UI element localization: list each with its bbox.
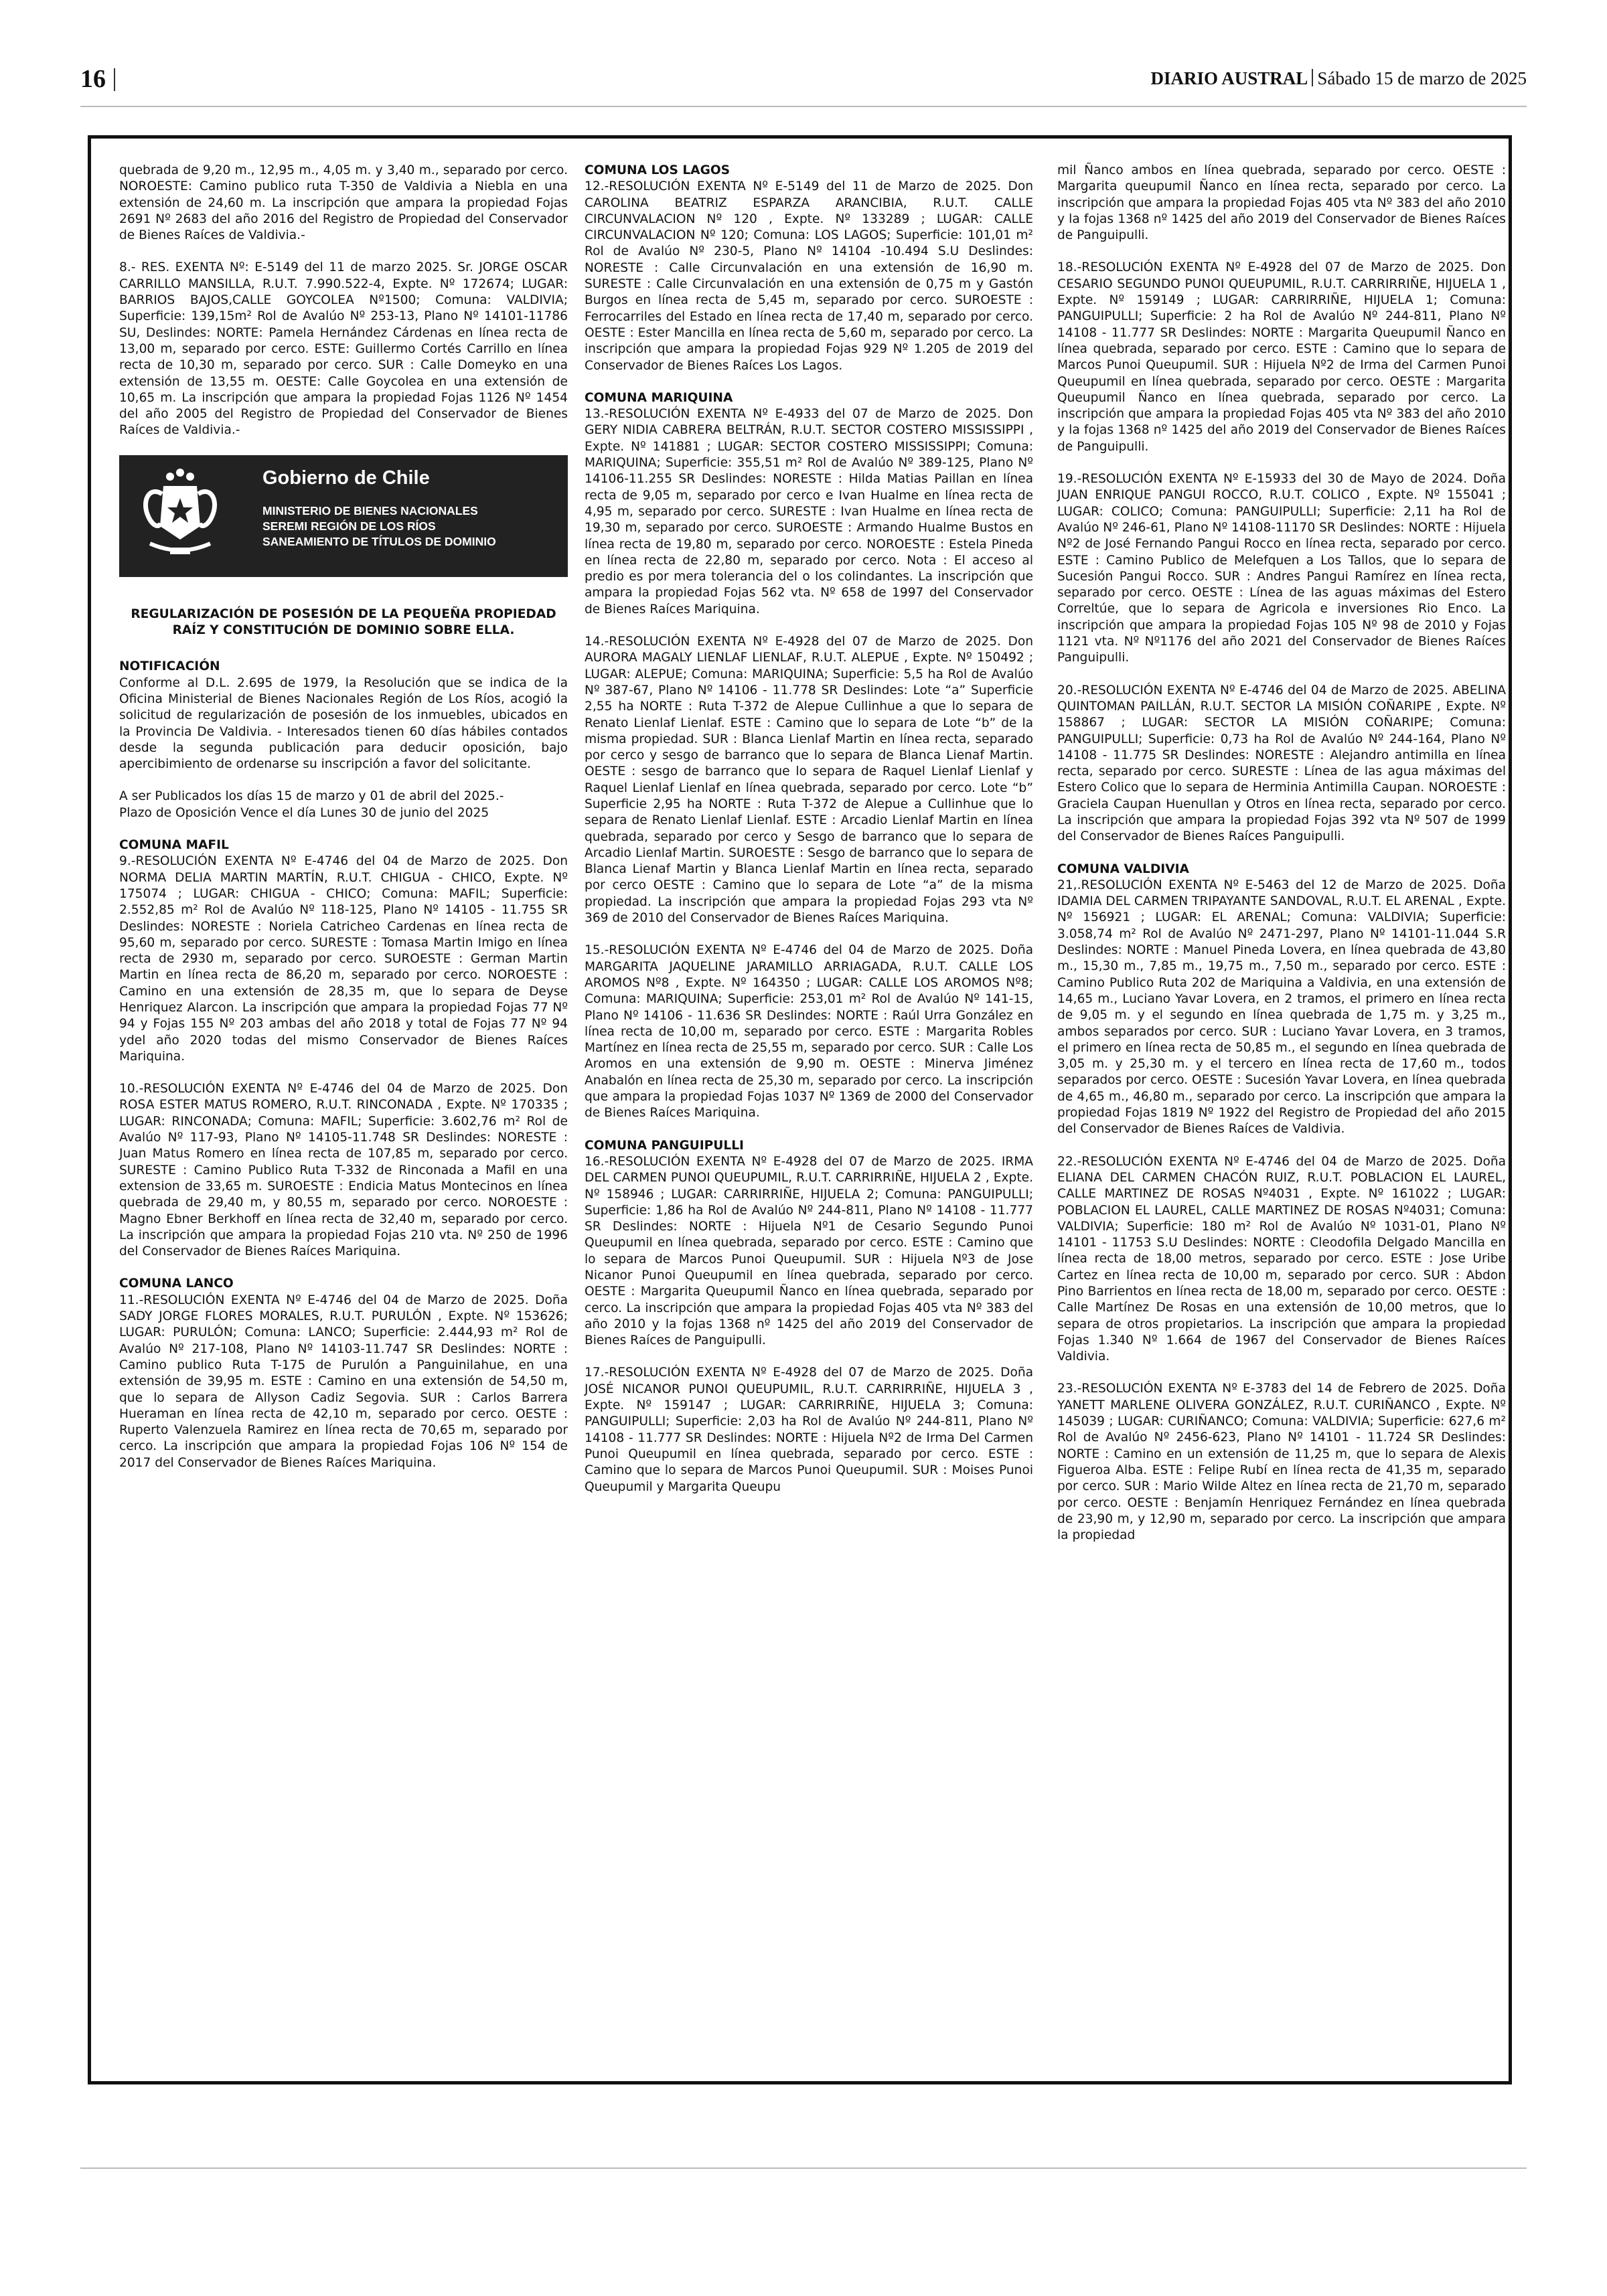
column-2 [585,163,1033,1511]
notification-heading: NOTIFICACIÓN [119,659,220,674]
notice-frame [88,135,1512,2084]
regularization-title: REGULARIZACIÓN DE POSESIÓN DE LA PEQUEÑA PROPIEDAD RAÍZ Y CONSTITUCIÓN DE DOMINIO SOBRE ELLA. [131,606,556,638]
section-heading-los-lagos: COMUNA LOS LAGOS [585,163,731,177]
notice-7-continued: quebrada de 9,20 m., 12,95 m., 4,05 m. y 3,40 m., separado por cerco. NOROESTE: Camino publico ruta T-350 de Valdivia a Niebla en una extensión de 24,60 m. La inscripción que ampara la propiedad Fojas 2691 Nº 2683 del año 2016 del Registro de Propiedad del Conservador de Bienes Raíces de Valdivia.- [119,163,568,243]
notice-16: 16.-RESOLUCIÓN EXENTA Nº E-4928 del 07 de Marzo de 2025. IRMA DEL CARMEN PUNOI QUEUPUMIL, R.U.T. CARRIRRIÑE, HIJUELA 2 , Expte. Nº 158946 ; LUGAR: CARRIRRIÑE, HIJUELA 2; Comuna: PANGUIPULLI; Superficie: 1,86 ha Rol de Avalúo Nº 244-811, Plano Nº 14108 - 11.777 SR Deslindes: NORTE : Hijuela Nº1 de Cesario Segundo Punoi Queupumil en línea quebrada, separado por cerco. ESTE : Camino que lo separa de Marcos Punoi Queupumil. SUR : Hijuela Nº3 de Jose Nicanor Punoi Queupumil en línea quebrada, separado por cerco. OESTE : Margarita Queupumil Ñanco en línea quebrada, separado por cerco. La inscripción que ampara la propiedad Fojas 405 vta Nº 383 del año 2010 y la fojas 1368 nº 1425 del año 2019 del Conservador de Bienes Raíces de Panguipulli. [585,1154,1033,1348]
notice-8: 8.- RES. EXENTA Nº: E-5149 del 11 de marzo 2025. Sr. JORGE OSCAR CARRILLO MANSILLA, R.U.T. 7.990.522-4, Expte. Nº 172674; LUGAR: BARRIOS BAJOS,CALLE GOYCOLEA Nº1500; Comuna: VALDIVIA; Superficie: 139,15m² Rol de Avalúo Nº 253-13, Plano Nº 14101-11786 SU, Deslindes: NORTE: Pamela Hernández Cárdenas en línea recta de 13,00 m, separado por cerco. ESTE: Guillermo Cortés Carrillo en línea recta de 10,30 m, separado por cerco. SUR : Calle Domeyko en una extensión de 13,55 m. OESTE: Calle Goycolea en una extensión de 10,65 m. La inscripción que ampara la propiedad Fojas 1126 Nº 1454 del año 2005 del Registro de Propiedad del Conservador de Bienes Raíces de Valdivia.- [119,260,568,438]
notice-14: 14.-RESOLUCIÓN EXENTA Nº E-4928 del 07 de Marzo de 2025. Don AURORA MAGALY LIENLAF LIENLAF, R.U.T. ALEPUE , Expte. Nº 150492 ; LUGAR: ALEPUE; Comuna: MARIQUINA; Superficie: 5,5 ha Rol de Avalúo Nº 387-67, Plano Nº 14106 - 11.778 SR Deslindes: Lote “a” Superficie 2,55 ha NORTE : Ruta T-372 de Alepue Cullinhue a que lo separa de Renato Lienlaf Lienlaf. ESTE : Camino que lo separa de Lote “b” de la misma propiedad. SUR : Blanca Lienlaf Martin en línea recta, separado por cerco y sesgo de barranco que lo separa de Blanca Lienaf Martin. OESTE : sesgo de barranco que lo separa de Raquel Lienlaf Lienlaf y Raquel Lienlaf Lienlaf en línea quebrada, separado por cerco. Lote “b” Superficie 2,95 ha NORTE : Ruta T-372 de Alepue a Cullinhue que lo separa de Renato Lienlaf Lienlaf. ESTE : Arcadio Lienlaf Martin en línea quebrada, separado por cerco y Sesgo de barranco que lo separa de Arcadio Lienlaf Martin. SUROESTE : Sesgo de barranco que lo separa de Blanca Lienaf Martin y Blanca Lienlaf Martin en línea recta, separado por cerco OESTE : Camino que lo separa de Lote “a” de la misma propiedad. La inscripción que ampara la propiedad Fojas 293 vta Nº 369 de 2010 del Conservador de Bienes Raíces Mariquina. [585,635,1033,926]
column-1 [119,163,568,1487]
notice-18: 18.-RESOLUCIÓN EXENTA Nº E-4928 del 07 de Marzo de 2025. Don CESARIO SEGUNDO PUNOI QUEUPUMIL, R.U.T. CARRIRRIÑE, HIJUELA 1 , Expte. Nº 159149 ; LUGAR: CARRIRRIÑE, HIJUELA 1; Comuna: PANGUIPULLI; Superficie: 2 ha Rol de Avalúo Nº 244-811, Plano Nº 14108 - 11.777 SR Deslindes: NORTE : Margarita Queupumil Ñanco en línea quebrada, separado por cerco. ESTE : Camino que lo separa de Marcos Punoi Queupumil. SUR : Hijuela Nº2 de Irma del Carmen Punoi Queupumil en línea quebrada, separado por cerco. OESTE : Margarita Queupumil Ñanco en línea quebrada, separado por cerco. La inscripción que ampara la propiedad Fojas 405 vta Nº 383 del año 2010 y la fojas 1368 nº 1425 del año 2019 del Conservador de Bienes Raíces de Panguipulli. [1057,260,1506,454]
notice-15: 15.-RESOLUCIÓN EXENTA Nº E-4746 del 04 de Marzo de 2025. Doña MARGARITA JAQUELINE JARAMILLO ARRIAGADA, R.U.T. CALLE LOS AROMOS Nº8 , Expte. Nº 164350 ; LUGAR: CALLE LOS AROMOS Nº8; Comuna: MARIQUINA; Superficie: 253,01 m² Rol de Avalúo Nº 141-15, Plano Nº 14106 - 11.636 SR Deslindes: NORTE : Raúl Urra González en línea recta de 10,00 m, separado por cerco. ESTE : Margarita Robles Martínez en línea recta de 25,55 m, separado por cerco. SUR : Calle Los Aromos en una extensión de 9,90 m. OESTE : Minerva Jiménez Anabalón en línea recta de 25,30 m, separado por cerco. La inscripción que ampara la propiedad Fojas 1037 Nº 1369 de 2000 del Conservador de Bienes Raíces Mariquina. [585,943,1033,1121]
notice-22: 22.-RESOLUCIÓN EXENTA Nº E-4746 del 04 de Marzo de 2025. Doña ELIANA DEL CARMEN CHACÓN RUIZ, R.U.T. POBLACION EL LAUREL, CALLE MARTINEZ DE ROSAS Nº4031 , Expte. Nº 161022 ; LUGAR: POBLACION EL LAUREL, CALLE MARTINEZ DE ROSAS Nº4031; Comuna: VALDIVIA; Superficie: 180 m² Rol de Avalúo Nº 1031-01, Plano Nº 14101 - 11753 S.U Deslindes: NORTE : Cleodofila Delgado Mancilla en línea recta de 18,00 metros, separado por cerco. ESTE : Jose Uribe Cartez en línea recta de 10,00 m, separado por cerco. SUR : Abdon Pino Barrientos en línea recta de 18,00 m, separado por cerco. OESTE : Calle Martínez De Rosas en una extensión de 10,00 metros, que lo separa de otros propietarios. La inscripción que ampara la propiedad Fojas 1.340 Nº 1.664 de 1967 del Conservador de Bienes Raíces Valdivia. [1057,1154,1506,1364]
notice-12: 12.-RESOLUCIÓN EXENTA Nº E-5149 del 11 de Marzo de 2025. Don CAROLINA BEATRIZ ESPARZA ARANCIBIA, R.U.T. CALLE CIRCUNVALACION Nº 120 , Expte. Nº 133289 ; LUGAR: CALLE CIRCUNVALACION Nº 120; Comuna: LOS LAGOS; Superficie: 101,01 m² Rol de Avalúo Nº 230-5, Plano Nº 14104 -10.494 S.U Deslindes: NORESTE : Calle Circunvalación en una extensión de 16,90 m. SURESTE : Calle Circunvalación en una extensión de 0,75 m y Gastón Burgos en línea recta de 5,45 m, separado por cerco. SUROESTE : Ferrocarriles del Estado en línea recta de 17,40 m, separado por cerco. OESTE : Ester Mancilla en línea recta de 5,60 m, separado por cerco. La inscripción que ampara la propiedad Fojas 929 Nº 1.205 de 2019 del Conservador de Bienes Raíces Los Lagos. [585,179,1033,373]
page-number: 16 [80,65,106,93]
section-heading-valdivia: COMUNA VALDIVIA [1057,862,1189,876]
column-3 [1057,163,1506,1560]
newspaper-name: DIARIO AUSTRAL [1150,68,1308,88]
footer-rule [80,2167,1527,2169]
section-heading-panguipulli: COMUNA PANGUIPULLI [585,1138,744,1153]
opposition-deadline: Plazo de Oposición Vence el día Lunes 30 de junio del 2025 [119,805,489,820]
header-rule [80,106,1527,107]
gov-title: Gobierno de Chile [262,467,430,489]
notice-23: 23.-RESOLUCIÓN EXENTA Nº E-3783 del 14 de Febrero de 2025. Doña YANETT MARLENE OLIVERA GONZÁLEZ, R.U.T. CURIÑANCO , Expte. Nº 145039 ; LUGAR: CURIÑANCO; Comuna: VALDIVIA; Superficie: 627,6 m² Rol de Avalúo Nº 2456-623, Plano Nº 14101 - 11.724 SR Deslindes: NORTE : Camino en un extensión de 11,25 m, que lo separa de Alexis Figueroa Alba. ESTE : Felipe Rubí en línea recta de 41,35 m, separado por cerco. SUR : Mario Wilde Altez en línea recta de 21,70 m, separado por cerco. OESTE : Benjamín Henriquez Fernández en línea quebrada de 23,90 m, y 12,90 m, separado por cerco. La inscripción que ampara la propiedad [1057,1382,1506,1543]
notice-9: 9.-RESOLUCIÓN EXENTA Nº E-4746 del 04 de Marzo de 2025. Don NORMA DELIA MARTIN MARTÍN, R.U.T. CHIGUA - CHICO, Expte. Nº 175074 ; LUGAR: CHIGUA - CHICO; Comuna: MAFIL; Superficie: 2.552,85 m² Rol de Avalúo Nº 118-125, Plano Nº 14105 - 11.755 SR Deslindes: NORESTE : Noriela Catricheo Cardenas en línea recta de 95,60 m, separado por cerco. SURESTE : Tomasa Martin Imigo en línea recta de 2930 m, separado por cerco. SUROESTE : German Martin Martin en línea recta de 86,20 m, separado por cerco. NOROESTE : Camino en una extensión de 28,35 m, que lo separa de Deyse Henriquez Alarcon. La inscripción que ampara la propiedad Fojas 77 Nº 94 y Fojas 155 Nº 203 ambas del año 2018 y total de Fojas 77 Nº 94 ydel año 2020 todas del mismo Conservador de Bienes Raíces Mariquina. [119,854,568,1064]
notification-body: Conforme al D.L. 2.695 de 1979, la Resolución que se indica de la Oficina Ministerial de Bienes Nacionales Región de Los Ríos, acogió la solicitud de regularización de posesión de los inmuebles, ubicados en la Provincia De Valdivia. - Interesados tienen 60 días hábiles contados desde la segunda publicación para deducir oposición, bajo apercibimiento de ordenarse su inscripción a favor del solicitante. [119,675,568,772]
notice-17: 17.-RESOLUCIÓN EXENTA Nº E-4928 del 07 de Marzo de 2025. Doña JOSÉ NICANOR PUNOI QUEUPUMIL, R.U.T. CARRIRRIÑE, HIJUELA 3 , Expte. Nº 159147 ; LUGAR: CARRIRRIÑE, HIJUELA 3; Comuna: PANGUIPULLI; Superficie: 2,03 ha Rol de Avalúo Nº 244-811, Plano Nº 14108 - 11.777 SR Deslindes: NORTE : Hijuela Nº2 de Irma Del Carmen Punoi Queupumil en línea quebrada, separado por cerco. ESTE : Camino que lo separa de Marcos Punoi Queupumil. SUR : Moises Punoi Queupumil y Margarita Queupu [585,1366,1033,1494]
section-heading-mafil: COMUNA MAFIL [119,838,229,853]
gov-line: MINISTERIO DE BIENES NACIONALES [262,503,478,517]
publication-dates: A ser Publicados los días 15 de marzo y 01 de abril del 2025.- [119,789,504,804]
notice-17-continued: mil Ñanco ambos en línea quebrada, separado por cerco. OESTE : Margarita queupumil Ñanco en línea recta, separado por cerco. La inscripción que ampara la propiedad Fojas 405 vta Nº 383 del año 2010 y la fojas 1368 nº 1425 del año 2019 del Conservador de Bienes Raíces de Panguipulli. [1057,163,1506,243]
notice-19: 19.-RESOLUCIÓN EXENTA Nº E-15933 del 30 de Mayo de 2024. Doña JUAN ENRIQUE PANGUI ROCCO, R.U.T. COLICO , Expte. Nº 155041 ; LUGAR: COLICO; Comuna: PANGUIPULLI; Superficie: 2,11 ha Rol de Avalúo Nº 246-61, Plano Nº 14108-11170 SR Deslindes: NORTE : Hijuela Nº2 de José Fernando Pangui Rocco en línea recta, separado por cerco. ESTE : Camino Publico de Melefquen a Los Tallos, que lo separa de Sucesión Pangui Rocco. SUR : Andres Pangui Ramírez en línea recta, separado por cerco. OESTE : Línea de las aguas máximas del Estero Correltúe, que lo separa de Agricola e inversiones Rio Enco. La inscripción que ampara la propiedad Fojas 105 Nº 98 de 2010 y Fojas 1121 vta. Nº Nº1176 del año 2021 del Conservador de Bienes Raíces Panguipulli. [1057,472,1506,665]
notice-21: 21,.RESOLUCIÓN EXENTA Nº E-5463 del 12 de Marzo de 2025. Doña IDAMIA DEL CARMEN TRIPAYANTE SANDOVAL, R.U.T. EL ARENAL , Expte. Nº 156921 ; LUGAR: EL ARENAL; Comuna: VALDIVIA; Superficie: 3.058,74 m² Rol de Avalúo Nº 2471-297, Plano Nº 14101-11.044 S.R Deslindes: NORTE : Manuel Pineda Lovera, en línea quebrada de 43,80 m., 15,30 m., 7,85 m., 19,75 m., 7,50 m., separado por cerco. ESTE : Camino Publico Ruta 202 de Mariquina a Valdivia, en una extensión de 14,65 m., Luciano Yavar Lovera, en 2 tramos, el primero en línea recta de 9,05 m. y el segundo en línea quebrada de 1,75 m. y 3,25 m., ambos separados por cerco. SUR : Luciano Yavar Lovera, en 3 tramos, el primero en línea recta de 50,85 m., el segundo en línea quebrada de 3,05 m. y 25,30 m. y el tercero en línea recta de 17,60 m., todos separados por cerco. OESTE : Sucesión Yavar Lovera, en línea quebrada de 4,65 m., 46,80 m., separado por cerco. La inscripción que ampara la propiedad Fojas 1819 Nº 1922 del Registro de Propiedad del año 2015 del Conservador de Bienes Raíces de Valdivia. [1057,878,1506,1137]
section-heading-mariquina: COMUNA MARIQUINA [585,390,733,405]
notice-20: 20.-RESOLUCIÓN EXENTA Nº E-4746 del 04 de Marzo de 2025. ABELINA QUINTOMAN PAILLÁN, R.U.T. SECTOR LA MISIÓN COÑARIPE , Expte. Nº 158867 ; LUGAR: SECTOR LA MISIÓN COÑARIPE; Comuna: PANGUIPULLI; Superficie: 0,73 ha Rol de Avalúo Nº 244-164, Plano Nº 14108 - 11.775 SR Deslindes: NORESTE : Alejandro antimilla en línea recta, separado por cerco. SURESTE : Línea de las agua máximas del Estero Colico que lo separa de Herminia Antimilla Caupan. NOROESTE : Graciela Caupan Huenullan y Otros en línea recta, separado por cerco. La inscripción que ampara la propiedad Fojas 392 vta Nº 507 de 1999 del Conservador de Bienes Raíces Panguipulli. [1057,683,1506,844]
notice-13: 13.-RESOLUCIÓN EXENTA Nº E-4933 del 07 de Marzo de 2025. Don GERY NIDIA CABRERA BELTRÁN, R.U.T. SECTOR COSTERO MISSISSIPPI , Expte. Nº 141881 ; LUGAR: SECTOR COSTERO MISSISSIPPI; Comuna: MARIQUINA; Superficie: 355,51 m² Rol de Avalúo Nº 389-125, Plano Nº 14106-11.255 SR Deslindes: NORESTE : Hilda Matias Paillan en línea recta de 9,05 m, separado por cerco e Ivan Hualme en línea recta de 4,95 m, separado por cerco. SURESTE : Ivan Hualme en línea recta de 19,30 m, separado por cerco. SUROESTE : Armando Hualme Bustos en línea recta de 19,80 m, separado por cerco. NOROESTE : Estela Pineda en línea recta de 22,80 m, separado por cerco. Nota : El acceso al predio es por mera tolerancia del o los colindantes. La inscripción que ampara la propiedad Fojas 562 vta. Nº 658 de 1997 del Conservador de Bienes Raíces Mariquina. [585,407,1033,617]
gov-subtitle [262,503,496,550]
chile-coat-of-arms-icon [123,459,237,573]
notice-10: 10.-RESOLUCIÓN EXENTA Nº E-4746 del 04 de Marzo de 2025. Don ROSA ESTER MATUS ROMERO, R.U.T. RINCONADA , Expte. Nº 170335 ; LUGAR: RINCONADA; Comuna: MAFIL; Superficie: 3.602,76 m² Rol de Avalúo Nº 117-93, Plano Nº 14105-11.748 SR Deslindes: NORESTE : Juan Matus Romero en línea recta de 107,85 m, separado por cerco. SURESTE : Camino Publico Ruta T-332 de Rinconada a Mafil en una extension de 33,65 m. SUROESTE : Endicia Matus Montecinos en línea quebrada de 29,40 m, y 80,55 m, separado por cerco. NOROESTE : Magno Ebner Berkhoff en línea recta de 32,40 m, separado por cerco. La inscripción que ampara la propiedad Fojas 210 vta. Nº 250 de 1996 del Conservador de Bienes Raíces Mariquina. [119,1082,568,1259]
gov-line: SANEAMIENTO DE TÍTULOS DE DOMINIO [262,534,496,548]
section-heading-lanco: COMUNA LANCO [119,1277,234,1291]
gov-line: SEREMI REGIÓN DE LOS RÍOS [262,519,436,533]
page-header [80,64,1527,104]
notice-11: 11.-RESOLUCIÓN EXENTA Nº E-4746 del 04 de Marzo de 2025. Doña SADY JORGE FLORES MORALES, R.U.T. PURULÓN , Expte. Nº 153626; LUGAR: PURULÓN; Comuna: LANCO; Superficie: 2.444,93 m² Rol de Avalúo Nº 217-108, Plano Nº 14103-11.747 SR Deslindes: NORTE : Camino publico Ruta T-175 de Purulón a Panguinilahue, en una extensión de 39,95 m. ESTE : Camino en una extensión de 54,50 m, que lo separa de Allyson Cadiz Segovia. SUR : Carlos Barrera Hueraman en línea recta de 42,10 m, separado por cerco. OESTE : Ruperto Valenzuela Ramirez en línea recta de 70,65 m, separado por cerco. La inscripción que ampara la propiedad Fojas 106 Nº 154 de 2017 del Conservador de Bienes Raíces Mariquina. [119,1293,568,1470]
masthead-divider [1312,69,1313,86]
government-banner [119,455,568,577]
masthead [1151,68,1527,89]
header-divider [114,68,115,91]
issue-date: Sábado 15 de marzo de 2025 [1317,68,1527,88]
